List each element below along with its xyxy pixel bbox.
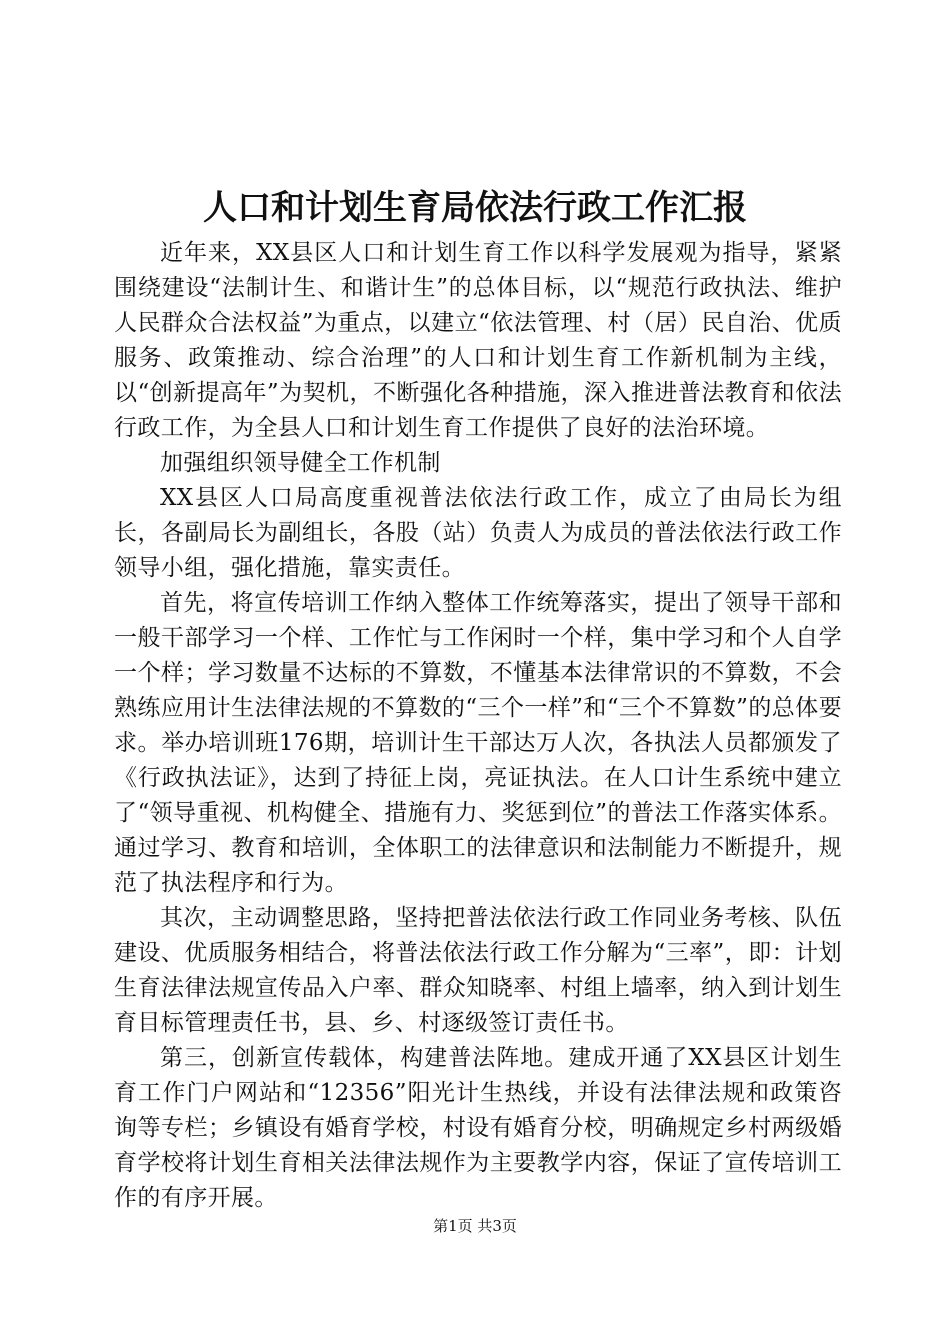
paragraph-intro: 近年来，XX县区人口和计划生育工作以科学发展观为指导，紧紧围绕建设“法制计生、和谐计生”的总体目标，以“规范行政执法、维护人民群众合法权益”为重点，以建立“依法管理、村（居）民自治、优质服务、政策推动、综合治理”的人口和计划生育工作新机制为主线，以“创新提高年”为契机，不断强化各种措施，深入推进普法教育和依法行政工作，为全县人口和计划生育工作提供了良好的法治环境。 [114, 240, 842, 441]
document-title: 人口和计划生育局依法行政工作汇报 [203, 188, 747, 228]
document-body [114, 236, 842, 1216]
page-number-footer: 第1页 共3页 [433, 1217, 517, 1235]
paragraph-second: 其次，主动调整思路，坚持把普法依法行政工作同业务考核、队伍建设、优质服务相结合，将普法依法行政工作分解为“三率”，即：计划生育法律法规宣传品入户率、群众知晓率、村组上墙率，纳入到计划生育目标管理责任书，县、乡、村逐级签订责任书。 [114, 905, 842, 1036]
section-heading: 加强组织领导健全工作机制 [160, 450, 441, 476]
paragraph-first: 首先，将宣传培训工作纳入整体工作统筹落实，提出了领导干部和一般干部学习一个样、工作忙与工作闲时一个样，集中学习和个人自学一个样；学习数量不达标的不算数，不懂基本法律常识的不算数，不会熟练应用计生法律法规的不算数的“三个一样”和“三个不算数”的总体要求。举办培训班176期，培训计生干部达万人次，各执法人员都颁发了《行政执法证》，达到了持征上岗，亮证执法。在人口计生系统中建立了“领导重视、机构健全、措施有力、奖惩到位”的普法工作落实体系。通过学习、教育和培训，全体职工的法律意识和法制能力不断提升，规范了执法程序和行为。 [114, 590, 842, 896]
paragraph-organization: XX县区人口局高度重视普法依法行政工作，成立了由局长为组长，各副局长为副组长，各股（站）负责人为成员的普法依法行政工作领导小组，强化措施，靠实责任。 [114, 485, 842, 581]
paragraph-third: 第三，创新宣传载体，构建普法阵地。建成开通了XX县区计划生育工作门户网站和“12356”阳光计生热线，并设有法律法规和政策咨询等专栏；乡镇设有婚育学校，村设有婚育分校，明确规定乡村两级婚育学校将计划生育相关法律法规作为主要教学内容，保证了宣传培训工作的有序开展。 [114, 1045, 842, 1211]
